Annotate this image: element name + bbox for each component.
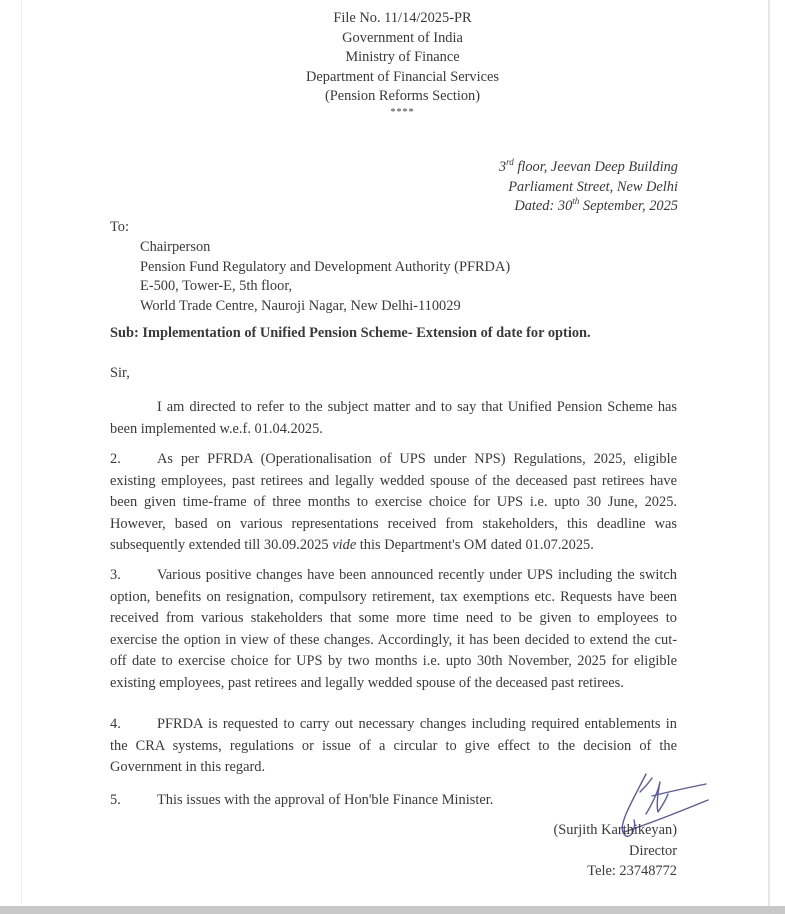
file-number: File No. 11/14/2025-PR <box>333 10 472 26</box>
government-name: Government of India <box>342 29 463 46</box>
paragraph-2: 2. As per PFRDA (Operationalisation of UPS under NPS) Regulations, 2025, eligible existing employees, past retirees and legally wedded spouse of the deceased past retirees have been given time-frame of three months to exercise choice for UPS i.e. upto 30 June, 2025. However, based on various representations received from stakeholders, this deadline was subsequently extended till 30.09.2025 vide this Department's OM dated 01.07.2025. <box>110 451 677 553</box>
salutation: Sir, <box>110 365 130 381</box>
subject-line: Sub: Implementation of Unified Pension Scheme- Extension of date for option. <box>110 325 591 341</box>
signatory-designation: Director <box>629 842 677 859</box>
sender-address <box>499 158 678 217</box>
page-left-edge <box>21 0 22 906</box>
bottom-scroll-bar <box>0 906 785 914</box>
ministry-name: Ministry of Finance <box>345 49 460 65</box>
paragraph-4: 4. PFRDA is requested to carry out necessary changes including required entablements in the CRA systems, regulations or issue of a circular to give effect to the decision of the Government in this regard. <box>110 716 677 775</box>
signatory-phone: Tele: 23748772 <box>587 863 677 879</box>
section-name: (Pension Reforms Section) <box>324 88 481 104</box>
paragraph-number: 2. <box>110 451 121 467</box>
header-separator: **** <box>390 106 415 118</box>
paragraph-1: I am directed to refer to the subject matter and to say that Unified Pension Scheme has been implemented w.e.f. 01.04.2025. <box>110 399 677 437</box>
department-name: Department of Financial Services <box>305 68 499 85</box>
recipient-designation: Chairperson <box>140 239 211 255</box>
sender-street: Parliament Street, New Delhi <box>508 178 678 195</box>
letter-date: Dated: 30th September, 2025 <box>514 196 678 214</box>
recipient-organisation: Pension Fund Regulatory and Development Authority (PFRDA) <box>140 258 511 275</box>
recipient-address-line1: E-500, Tower-E, 5th floor, <box>140 278 293 294</box>
paragraph-3: 3. Various positive changes have been announced recently under UPS including the switch option, benefits on resignation, compulsory retirement, tax exemptions etc. Requests have been received from various stakeholders that some more time need to be given to employees to exercise the option in view of these changes. Accordingly, it has been decided to extend the cut-off date to exercise choice for UPS by two months i.e. upto 30th November, 2025 for eligible existing employees, past retirees and legally wedded spouse of the deceased past retirees. <box>110 567 677 691</box>
recipient-address <box>140 238 510 316</box>
paragraph-5: 5. This issues with the approval of Hon'ble Finance Minister. <box>110 790 677 812</box>
signature-block <box>554 820 678 882</box>
page-right-edge <box>768 0 770 906</box>
recipient-address-line2: World Trade Centre, Nauroji Nagar, New Delhi-110029 <box>140 297 461 314</box>
paragraph-number: 5. <box>110 792 121 808</box>
paragraph-number: 4. <box>110 716 121 732</box>
paragraph-number: 3. <box>110 567 121 583</box>
signatory-name: (Surjith Karthikeyan) <box>553 822 677 838</box>
letter-header <box>0 9 785 119</box>
sender-floor: 3rd floor, Jeevan Deep Building <box>498 157 678 175</box>
to-label: To: <box>110 219 129 235</box>
